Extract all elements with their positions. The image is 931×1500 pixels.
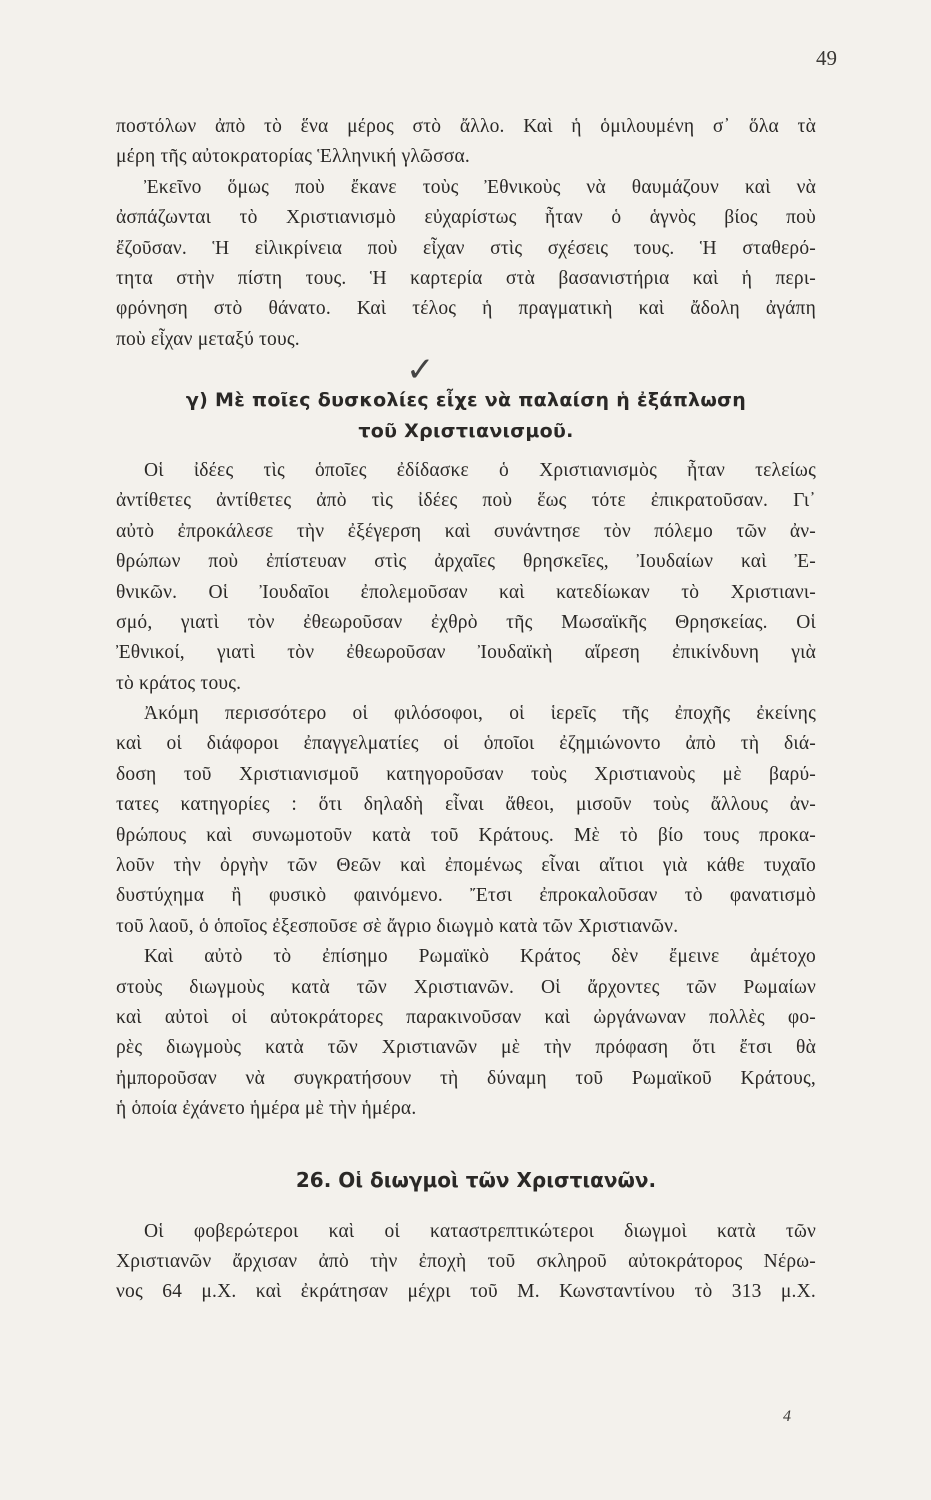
text-line: τατες κατηγορίες : ὅτι δηλαδὴ εἶναι ἄθεοι, μισοῦν τοὺς ἄλλους ἀν- [116, 794, 816, 816]
text-line: καὶ οἱ διάφοροι ἐπαγγελματίες οἱ ὁποῖοι ἐζημιώνοντο ἀπὸ τὴ διά- [116, 733, 816, 755]
text-line: ἠμποροῦσαν νὰ συγκρατήσουν τὴ δύναμη τοῦ Ρωμαϊκοῦ Κράτους, [116, 1067, 816, 1089]
text-line: αὐτὸ ἐπροκάλεσε τὴν ἐξέγερση καὶ συνάντησε τὸν πόλεμο τῶν ἀν- [116, 520, 816, 542]
text-line: νος 64 μ.Χ. καὶ ἐκράτησαν μέχρι τοῦ Μ. Κωνσταντίνου τὸ 313 μ.Χ. [116, 1281, 816, 1303]
paragraph-3 [116, 456, 816, 699]
text-line: λοῦν τὴν ὀργὴν τῶν Θεῶν καὶ ἐπομένως εἶναι αἴτιοι γιὰ κάθε τυχαῖο [116, 855, 816, 877]
text-line: καὶ αὐτοὶ οἱ αὐτοκράτορες παρακινοῦσαν καὶ ὠργάνωναν πολλὲς φο- [116, 1006, 816, 1028]
text-line: θρώπων ποὺ ἐπίστευαν στὶς ἀρχαῖες θρησκεῖες, Ἰουδαίων καὶ Ἐ- [116, 551, 816, 573]
text-line: στοὺς διωγμοὺς κατὰ τῶν Χριστιανῶν. Οἱ ἄρχοντες τῶν Ρωμαίων [116, 976, 816, 998]
page-body [116, 112, 816, 1308]
paragraph-6 [116, 1217, 816, 1308]
handwritten-check-mark: ✓ [406, 350, 435, 391]
subheading [116, 385, 816, 446]
text-line: θρώπους καὶ συνωμοτοῦν κατὰ τοῦ Κράτους. Μὲ τὸ βίο τους προκα- [116, 824, 816, 846]
text-line: Ἐκεῖνο ὅμως ποὺ ἔκανε τοὺς Ἐθνικοὺς νὰ θαυμάζουν καὶ νὰ [144, 176, 816, 198]
text-line: Ἐθνικοί, γιατὶ τὸν ἐθεωροῦσαν Ἰουδαϊκὴ αἵρεση ἐπικίνδυνη γιὰ [116, 642, 816, 664]
signature-mark: 4 [783, 1408, 791, 1425]
text-line: φρόνηση στὸ θάνατο. Καὶ τέλος ἡ πραγματικὴ καὶ ἄδολη ἀγάπη [116, 298, 816, 320]
text-line: σμό, γιατὶ τὸν ἐθεωροῦσαν ἐχθρὸ τῆς Μωσαϊκῆς Θρησκείας. Οἱ [116, 611, 816, 633]
text-line: τητα στὴν πίστη τους. Ἡ καρτερία στὰ βασανιστήρια καὶ ἡ περι- [116, 267, 816, 289]
text-line: μέρη τῆς αὐτοκρατορίας Ἑλληνική γλῶσσα. [116, 146, 470, 168]
text-line: Οἱ φοβερώτεροι καὶ οἱ καταστρεπτικώτεροι διωγμοὶ κατὰ τῶν [144, 1220, 816, 1242]
text-line: Οἱ ἰδέες τὶς ὁποῖες ἐδίδασκε ὁ Χριστιανισμὸς ἦταν τελείως [144, 459, 816, 481]
text-line: δοση τοῦ Χριστιανισμοῦ κατηγοροῦσαν τοὺς Χριστιανοὺς μὲ βαρύ- [116, 763, 816, 785]
text-line: ποστόλων ἀπὸ τὸ ἕνα μέρος στὸ ἄλλο. Καὶ ἡ ὁμιλουμένη σ᾽ ὅλα τὰ [116, 116, 816, 137]
text-line: τὸ κράτος τους. [116, 672, 242, 694]
text-line: Καὶ αὐτὸ τὸ ἐπίσημο Ρωμαϊκὸ Κράτος δὲν ἔμεινε ἀμέτοχο [144, 946, 816, 968]
text-line: θνικῶν. Οἱ Ἰουδαῖοι ἐπολεμοῦσαν καὶ κατεδίωκαν τὸ Χριστιανι- [116, 581, 816, 603]
subheading-line: γ) Μὲ ποῖες δυσκολίες εἶχε νὰ παλαίση ἡ ἐξάπλωση [185, 389, 747, 412]
subheading-line: τοῦ Χριστιανισμοῦ. [358, 419, 574, 442]
paragraph-4 [116, 699, 816, 942]
text-line: ποὺ εἶχαν μεταξύ τους. [116, 328, 300, 350]
text-line: τοῦ λαοῦ, ὁ ὁποῖος ἐξεσποῦσε σὲ ἄγριο διωγμὸ κατὰ τῶν Χριστιανῶν. [116, 915, 679, 937]
text-line: Ἀκόμη περισσότερο οἱ φιλόσοφοι, οἱ ἱερεῖς τῆς ἐποχῆς ἐκείνης [144, 703, 816, 725]
section-title: 26. Οἱ διωγμοὶ τῶν Χριστιανῶν. [295, 1167, 657, 1192]
paragraph-5 [116, 942, 816, 1124]
text-line: ἔζοῦσαν. Ἡ εἰλικρίνεια ποὺ εἶχαν στὶς σχέσεις τους. Ἡ σταθερό- [116, 237, 816, 259]
text-line: Χριστιανῶν ἄρχισαν ἀπὸ τὴν ἐποχὴ τοῦ σκληροῦ αὐτοκράτορος Νέρω- [116, 1250, 816, 1272]
text-line: ρὲς διωγμοὺς κατὰ τῶν Χριστιανῶν μὲ τὴν πρόφαση ὅτι ἔτσι θὰ [116, 1037, 816, 1059]
text-line: ἀσπάζωνται τὸ Χριστιανισμὸ εὐχαρίστως ἦταν ὁ ἁγνὸς βίος ποὺ [116, 207, 816, 229]
text-line: ἡ ὁποία ἐχάνετο ἡμέρα μὲ τὴν ἡμέρα. [116, 1098, 417, 1120]
page-number: 49 [816, 46, 837, 70]
text-line: ἀντίθετες ἀντίθετες ἀπὸ τὶς ἰδέες ποὺ ἕως τότε ἐπικρατοῦσαν. Γι᾽ [116, 490, 816, 512]
paragraph-2 [116, 173, 816, 355]
paragraph-1 [116, 112, 816, 173]
text-line: δυστύχημα ἢ φυσικὸ φαινόμενο. Ἔτσι ἐπροκαλοῦσαν τὸ φανατισμὸ [116, 885, 816, 907]
